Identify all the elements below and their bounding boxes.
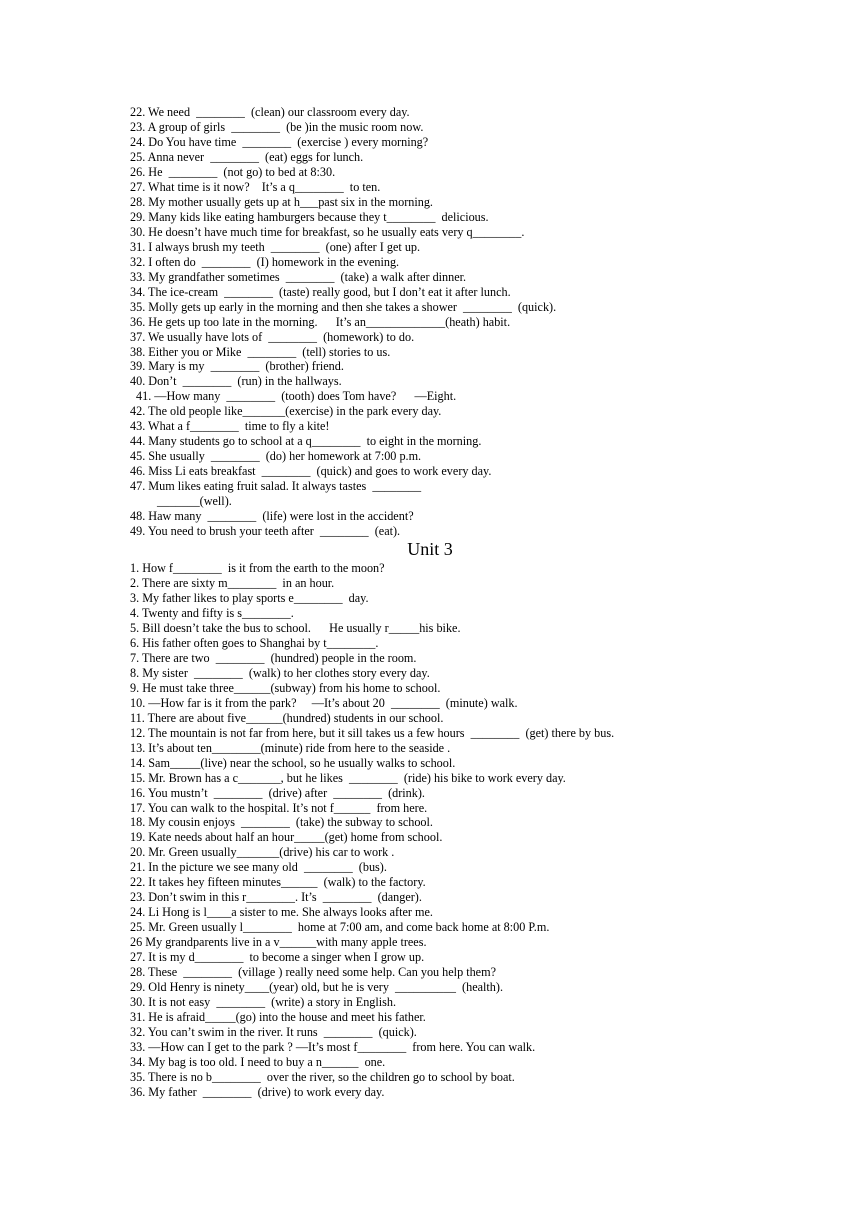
exercise-line: 12. The mountain is not far from here, but it sill takes us a few hours ________ (get) there by bus. [130, 725, 615, 740]
exercise-line: 22. We need ________ (clean) our classroom every day. [130, 105, 410, 119]
exercise-line: 9. He must take three______(subway) from his home to school. [130, 680, 441, 695]
exercise-line: 22. It takes hey fifteen minutes______ (walk) to the factory. [130, 875, 426, 890]
exercise-line: 13. It’s about ten________(minute) ride from here to the seaside . [130, 740, 451, 755]
exercise-line: 27. What time is it now? It’s a q________ to ten. [130, 179, 381, 194]
exercise-line: 44. Many students go to school at a q________ to eight in the morning. [130, 434, 482, 449]
exercise-line: 25. Mr. Green usually l________ home at 7:00 am, and come back home at 8:00 P.m. [130, 920, 550, 935]
exercise-line: 32. I often do ________ (I) homework in the evening. [130, 254, 400, 269]
exercise-line: 29. Old Henry is ninety____(year) old, but he is very __________ (health). [130, 980, 503, 995]
exercise-line: 35. There is no b________ over the river, so the children go to school by boat. [130, 1069, 515, 1084]
exercise-line: 27. It is my d________ to become a singer when I grow up. [130, 950, 425, 965]
exercise-line: 36. He gets up too late in the morning. It’s an_____________(heath) habit. [130, 314, 511, 329]
exercise-line: 49. You need to brush your teeth after ________ (eat). [130, 524, 401, 539]
exercise-line: 1. How f________ is it from the earth to the moon? [130, 561, 385, 575]
exercise-line: _______(well). [157, 494, 232, 509]
exercise-line: 15. Mr. Brown has a c_______, but he likes ________ (ride) his bike to work every day. [130, 770, 566, 785]
exercise-line: 18. My cousin enjoys ________ (take) the subway to school. [130, 815, 433, 830]
exercise-line: 11. There are about five______(hundred) students in our school. [130, 710, 444, 725]
unit-heading: Unit 3 [407, 539, 453, 559]
exercise-line: 35. Molly gets up early in the morning and then she takes a shower ________ (quick). [130, 299, 557, 314]
exercise-line: 41. —How many ________ (tooth) does Tom have? —Eight. [136, 389, 457, 404]
exercise-line: 19. Kate needs about half an hour_____(get) home from school. [130, 830, 443, 845]
exercise-line: 48. Haw many ________ (life) were lost in the accident? [130, 509, 414, 524]
exercise-line: 34. The ice-cream ________ (taste) really good, but I don’t eat it after lunch. [130, 284, 511, 299]
exercise-line: 5. Bill doesn’t take the bus to school. He usually r_____his bike. [130, 620, 461, 635]
exercise-line: 24. Do You have time ________ (exercise ) every morning? [130, 134, 429, 149]
exercise-line: 26. He ________ (not go) to bed at 8:30. [130, 164, 336, 179]
exercise-line: 20. Mr. Green usually_______(drive) his car to work . [130, 845, 395, 860]
exercise-line: 33. —How can I get to the park ? —It’s most f________ from here. You can walk. [130, 1040, 536, 1055]
exercise-line: 10. —How far is it from the park? —It’s about 20 ________ (minute) walk. [130, 695, 518, 710]
exercise-line: 34. My bag is too old. I need to buy a n______ one. [130, 1055, 386, 1069]
exercise-line: 37. We usually have lots of ________ (homework) to do. [130, 329, 415, 344]
exercise-line: 3. My father likes to play sports e________ day. [130, 590, 369, 605]
exercise-line: 30. He doesn’t have much time for breakfast, so he usually eats very q________. [130, 224, 525, 239]
exercise-line: 32. You can’t swim in the river. It runs ________ (quick). [130, 1025, 417, 1040]
exercise-line: 16. You mustn’t ________ (drive) after ________ (drink). [130, 785, 425, 800]
exercise-line: 26 My grandparents live in a v______with many apple trees. [130, 935, 427, 950]
exercise-line: 25. Anna never ________ (eat) eggs for lunch. [130, 149, 364, 164]
exercise-line: 46. Miss Li eats breakfast ________ (quick) and goes to work every day. [130, 464, 492, 479]
exercise-line: 43. What a f________ time to fly a kite! [130, 419, 330, 434]
exercise-line: 33. My grandfather sometimes ________ (take) a walk after dinner. [130, 269, 467, 284]
exercise-line: 40. Don’t ________ (run) in the hallways. [130, 374, 342, 389]
exercise-line: 21. In the picture we see many old ________ (bus). [130, 860, 387, 875]
exercise-line: 28. These ________ (village ) really need some help. Can you help them? [130, 965, 496, 980]
exercise-line: 30. It is not easy ________ (write) a story in English. [130, 995, 397, 1010]
exercise-line: 28. My mother usually gets up at h___past six in the morning. [130, 194, 433, 209]
exercise-line: 7. There are two ________ (hundred) people in the room. [130, 650, 417, 665]
exercise-line: 4. Twenty and fifty is s________. [130, 605, 294, 620]
exercise-line: 2. There are sixty m________ in an hour. [130, 575, 335, 590]
exercise-line: 36. My father ________ (drive) to work every day. [130, 1084, 385, 1099]
exercise-line: 39. Mary is my ________ (brother) friend. [130, 359, 344, 374]
exercise-line: 47. Mum likes eating fruit salad. It always tastes ________ [130, 479, 422, 494]
exercise-line: 23. Don’t swim in this r________. It’s ________ (danger). [130, 890, 422, 905]
exercise-line: 8. My sister ________ (walk) to her clothes story every day. [130, 665, 430, 680]
exercise-line: 38. Either you or Mike ________ (tell) stories to us. [130, 344, 391, 359]
exercise-line: 45. She usually ________ (do) her homework at 7:00 p.m. [130, 449, 422, 464]
exercise-line: 29. Many kids like eating hamburgers because they t________ delicious. [130, 209, 489, 224]
exercise-line: 17. You can walk to the hospital. It’s not f______ from here. [130, 800, 428, 815]
exercise-line: 31. I always brush my teeth ________ (one) after I get up. [130, 239, 421, 254]
exercise-line: 23. A group of girls ________ (be )in the music room now. [130, 119, 424, 134]
exercise-line: 24. Li Hong is l____a sister to me. She always looks after me. [130, 905, 433, 920]
exercise-line: 6. His father often goes to Shanghai by t________. [130, 635, 379, 650]
exercise-line: 31. He is afraid_____(go) into the house and meet his father. [130, 1010, 426, 1025]
exercise-line: 42. The old people like_______(exercise) in the park every day. [130, 404, 442, 419]
exercise-line: 14. Sam_____(live) near the school, so he usually walks to school. [130, 755, 456, 770]
